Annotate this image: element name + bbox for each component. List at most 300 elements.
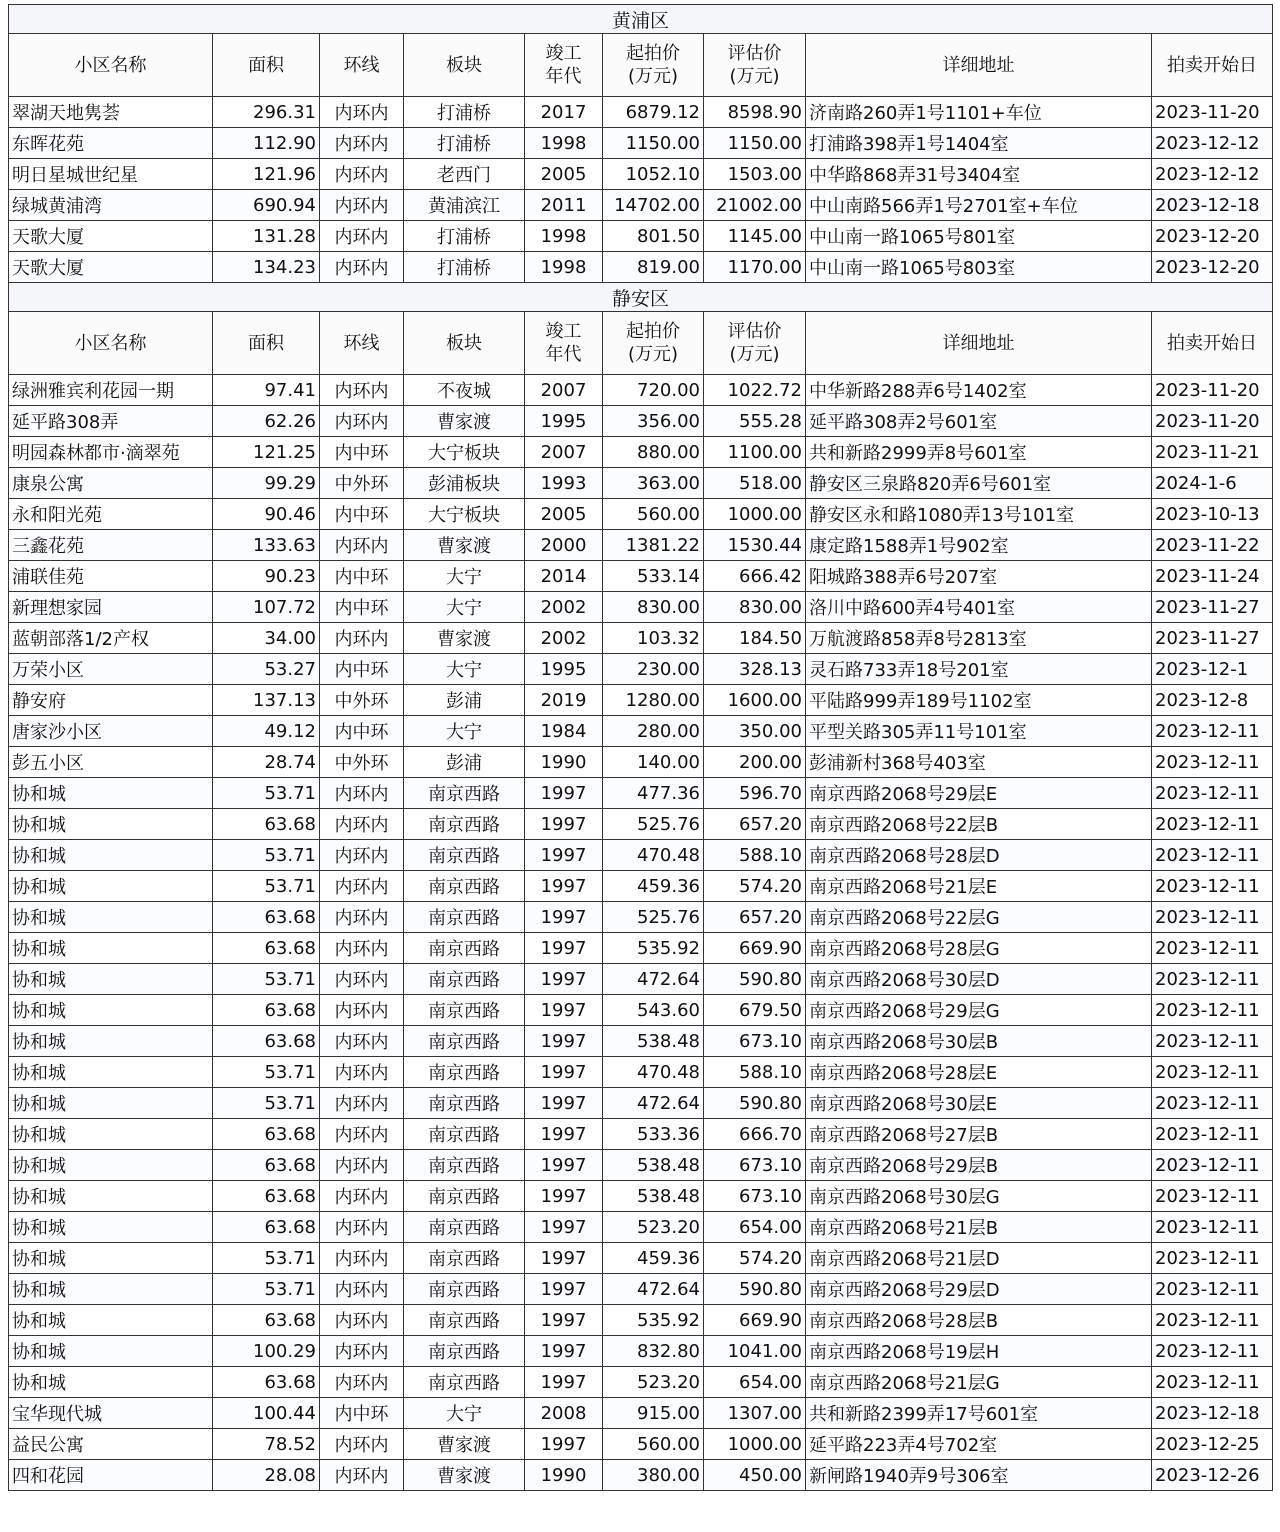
column-header-auction-date [1152,312,1273,375]
auction-start-date-cell: 2023-12-11 [1152,995,1273,1026]
appraised-price-cell: 350.00 [704,716,806,747]
district-block-cell: 曹家渡 [404,406,525,437]
table-row [9,778,1273,809]
district-block-cell: 南京西路 [404,1212,525,1243]
area-cell: 53.71 [213,1243,320,1274]
column-header-ring [320,34,404,97]
column-header-row [9,34,1273,97]
appraised-price-cell: 673.10 [704,1026,806,1057]
area-cell: 63.68 [213,995,320,1026]
table-row [9,995,1273,1026]
header-label: 起拍价 [626,43,680,64]
ring-road-cell: 内环内 [320,778,404,809]
district-block-cell: 曹家渡 [404,623,525,654]
auction-start-date-cell: 2023-12-18 [1152,190,1273,221]
address-cell: 打浦路398弄1号1404室 [806,128,1152,159]
address-cell: 南京西路2068号22层G [806,902,1152,933]
address-cell: 彭浦新村368号403室 [806,747,1152,778]
starting-price-cell: 819.00 [603,252,704,283]
district-block-cell: 南京西路 [404,1026,525,1057]
appraised-price-cell: 1170.00 [704,252,806,283]
community-name-cell: 宝华现代城 [9,1398,213,1429]
address-cell: 南京西路2068号29层G [806,995,1152,1026]
area-cell: 63.68 [213,1150,320,1181]
area-cell: 90.46 [213,499,320,530]
address-cell: 静安区三泉路820弄6号601室 [806,468,1152,499]
appraised-price-cell: 1041.00 [704,1336,806,1367]
address-cell: 延平路308弄2号601室 [806,406,1152,437]
completion-year-cell: 2011 [525,190,603,221]
area-cell: 63.68 [213,1212,320,1243]
district-block-cell: 南京西路 [404,809,525,840]
district-block-cell: 南京西路 [404,778,525,809]
starting-price-cell: 459.36 [603,1243,704,1274]
community-name-cell: 协和城 [9,1057,213,1088]
auction-start-date-cell: 2023-11-27 [1152,623,1273,654]
header-label: 环线 [343,332,380,354]
table-row [9,128,1273,159]
appraised-price-cell: 666.42 [704,561,806,592]
area-cell: 90.23 [213,561,320,592]
ring-road-cell: 内环内 [320,1367,404,1398]
district-block-cell: 南京西路 [404,1150,525,1181]
district-block-cell: 大宁 [404,716,525,747]
community-name-cell: 协和城 [9,1150,213,1181]
header-label: 环线 [343,54,380,76]
completion-year-cell: 1997 [525,840,603,871]
area-cell: 53.71 [213,1274,320,1305]
address-cell: 万航渡路858弄8号2813室 [806,623,1152,654]
appraised-price-cell: 679.50 [704,995,806,1026]
auction-start-date-cell: 2023-12-18 [1152,1398,1273,1429]
address-cell: 南京西路2068号27层B [806,1119,1152,1150]
district-section-title: 静安区 [9,283,1273,312]
starting-price-cell: 472.64 [603,964,704,995]
completion-year-cell: 1998 [525,252,603,283]
community-name-cell: 协和城 [9,933,213,964]
community-name-cell: 协和城 [9,1212,213,1243]
ring-road-cell: 内环内 [320,375,404,406]
appraised-price-cell: 1100.00 [704,437,806,468]
table-row [9,1243,1273,1274]
completion-year-cell: 1997 [525,1274,603,1305]
column-header-block [404,312,525,375]
completion-year-cell: 2005 [525,499,603,530]
table-row [9,221,1273,252]
district-block-cell: 南京西路 [404,840,525,871]
area-cell: 63.68 [213,1119,320,1150]
column-header-address [806,34,1152,97]
appraised-price-cell: 596.70 [704,778,806,809]
area-cell: 62.26 [213,406,320,437]
header-label: (万元) [729,66,780,87]
auction-start-date-cell: 2023-11-20 [1152,375,1273,406]
column-header-ring [320,312,404,375]
column-header-appraised-price [704,34,806,97]
table-row [9,159,1273,190]
community-name-cell: 协和城 [9,809,213,840]
ring-road-cell: 内环内 [320,159,404,190]
district-block-cell: 南京西路 [404,1181,525,1212]
community-name-cell: 康泉公寓 [9,468,213,499]
district-block-cell: 打浦桥 [404,128,525,159]
completion-year-cell: 2002 [525,592,603,623]
starting-price-cell: 470.48 [603,840,704,871]
area-cell: 100.44 [213,1398,320,1429]
ring-road-cell: 内中环 [320,561,404,592]
auction-start-date-cell: 2023-12-11 [1152,747,1273,778]
starting-price-cell: 720.00 [603,375,704,406]
area-cell: 63.68 [213,809,320,840]
appraised-price-cell: 1503.00 [704,159,806,190]
starting-price-cell: 1150.00 [603,128,704,159]
community-name-cell: 协和城 [9,1026,213,1057]
auction-start-date-cell: 2023-12-11 [1152,1274,1273,1305]
completion-year-cell: 1997 [525,995,603,1026]
address-cell: 南京西路2068号30层D [806,964,1152,995]
district-block-cell: 南京西路 [404,871,525,902]
table-row [9,1150,1273,1181]
community-name-cell: 协和城 [9,778,213,809]
table-row [9,437,1273,468]
auction-start-date-cell: 2023-12-11 [1152,933,1273,964]
appraised-price-cell: 450.00 [704,1460,806,1491]
address-cell: 南京西路2068号21层G [806,1367,1152,1398]
address-cell: 延平路223弄4号702室 [806,1429,1152,1460]
appraised-price-cell: 555.28 [704,406,806,437]
auction-start-date-cell: 2023-12-8 [1152,685,1273,716]
header-label: (万元) [627,66,679,87]
community-name-cell: 协和城 [9,902,213,933]
ring-road-cell: 中外环 [320,468,404,499]
completion-year-cell: 1990 [525,747,603,778]
address-cell: 中山南一路1065号801室 [806,221,1152,252]
completion-year-cell: 1997 [525,778,603,809]
starting-price-cell: 477.36 [603,778,704,809]
auction-start-date-cell: 2023-12-11 [1152,778,1273,809]
ring-road-cell: 内环内 [320,1057,404,1088]
community-name-cell: 彭五小区 [9,747,213,778]
district-block-cell: 南京西路 [404,1305,525,1336]
completion-year-cell: 1997 [525,1336,603,1367]
starting-price-cell: 543.60 [603,995,704,1026]
starting-price-cell: 830.00 [603,592,704,623]
address-cell: 静安区永和路1080弄13号101室 [806,499,1152,530]
appraised-price-cell: 588.10 [704,840,806,871]
community-name-cell: 万荣小区 [9,654,213,685]
appraised-price-cell: 200.00 [704,747,806,778]
ring-road-cell: 内环内 [320,964,404,995]
completion-year-cell: 1997 [525,1212,603,1243]
ring-road-cell: 内环内 [320,1429,404,1460]
district-block-cell: 大宁 [404,654,525,685]
community-name-cell: 协和城 [9,1243,213,1274]
starting-price-cell: 525.76 [603,809,704,840]
area-cell: 99.29 [213,468,320,499]
area-cell: 63.68 [213,1181,320,1212]
completion-year-cell: 2002 [525,623,603,654]
address-cell: 南京西路2068号22层B [806,809,1152,840]
address-cell: 洛川中路600弄4号401室 [806,592,1152,623]
table-row [9,747,1273,778]
table-row [9,1460,1273,1491]
address-cell: 阳城路388弄6号207室 [806,561,1152,592]
starting-price-cell: 538.48 [603,1181,704,1212]
completion-year-cell: 1997 [525,1243,603,1274]
table-row [9,406,1273,437]
completion-year-cell: 2007 [525,437,603,468]
ring-road-cell: 内环内 [320,1181,404,1212]
completion-year-cell: 1997 [525,964,603,995]
address-cell: 南京西路2068号29层B [806,1150,1152,1181]
ring-road-cell: 内环内 [320,406,404,437]
header-label: 拍卖开始日 [1167,332,1258,354]
header-label: 评估价 [727,43,782,64]
table-row [9,190,1273,221]
area-cell: 121.25 [213,437,320,468]
address-cell: 共和新路2399弄17号601室 [806,1398,1152,1429]
starting-price-cell: 1381.22 [603,530,704,561]
table-row [9,871,1273,902]
area-cell: 63.68 [213,933,320,964]
district-block-cell: 南京西路 [404,995,525,1026]
district-block-cell: 曹家渡 [404,1429,525,1460]
starting-price-cell: 523.20 [603,1367,704,1398]
auction-start-date-cell: 2023-11-20 [1152,97,1273,128]
starting-price-cell: 533.14 [603,561,704,592]
table-row [9,902,1273,933]
area-cell: 690.94 [213,190,320,221]
ring-road-cell: 内环内 [320,902,404,933]
completion-year-cell: 1995 [525,406,603,437]
appraised-price-cell: 1530.44 [704,530,806,561]
community-name-cell: 新理想家园 [9,592,213,623]
district-block-cell: 南京西路 [404,1336,525,1367]
column-header-start-price [603,34,704,97]
table-row [9,1305,1273,1336]
auction-start-date-cell: 2023-12-26 [1152,1460,1273,1491]
community-name-cell: 益民公寓 [9,1429,213,1460]
starting-price-cell: 560.00 [603,1429,704,1460]
auction-start-date-cell: 2023-12-20 [1152,221,1273,252]
ring-road-cell: 内环内 [320,1274,404,1305]
column-header-address [806,312,1152,375]
table-row [9,1336,1273,1367]
ring-road-cell: 内中环 [320,592,404,623]
appraised-price-cell: 1150.00 [704,128,806,159]
district-block-cell: 黄浦滨江 [404,190,525,221]
ring-road-cell: 内环内 [320,1026,404,1057]
appraised-price-cell: 518.00 [704,468,806,499]
starting-price-cell: 280.00 [603,716,704,747]
table-row [9,840,1273,871]
header-label: 详细地址 [942,54,1015,76]
address-cell: 南京西路2068号30层B [806,1026,1152,1057]
completion-year-cell: 1998 [525,128,603,159]
table-row [9,499,1273,530]
column-header-year [525,312,603,375]
district-block-cell: 南京西路 [404,933,525,964]
header-label: 竣工 [545,43,582,64]
table-row [9,685,1273,716]
table-row [9,561,1273,592]
area-cell: 28.08 [213,1460,320,1491]
community-name-cell: 天歌大厦 [9,221,213,252]
completion-year-cell: 1997 [525,1088,603,1119]
table-row [9,97,1273,128]
completion-year-cell: 1997 [525,809,603,840]
auction-start-date-cell: 2023-11-24 [1152,561,1273,592]
auction-start-date-cell: 2023-12-11 [1152,1026,1273,1057]
header-label: 面积 [248,332,284,354]
area-cell: 121.96 [213,159,320,190]
completion-year-cell: 1997 [525,1429,603,1460]
appraised-price-cell: 1000.00 [704,499,806,530]
table-row [9,654,1273,685]
ring-road-cell: 内中环 [320,716,404,747]
starting-price-cell: 230.00 [603,654,704,685]
address-cell: 中山南路566弄1号2701室+车位 [806,190,1152,221]
ring-road-cell: 内环内 [320,995,404,1026]
area-cell: 97.41 [213,375,320,406]
community-name-cell: 唐家沙小区 [9,716,213,747]
community-name-cell: 协和城 [9,871,213,902]
district-block-cell: 南京西路 [404,1274,525,1305]
area-cell: 53.71 [213,964,320,995]
district-block-cell: 南京西路 [404,1057,525,1088]
address-cell: 平型关路305弄11号101室 [806,716,1152,747]
area-cell: 107.72 [213,592,320,623]
community-name-cell: 静安府 [9,685,213,716]
community-name-cell: 绿洲雅宾利花园一期 [9,375,213,406]
address-cell: 济南路260弄1号1101+车位 [806,97,1152,128]
ring-road-cell: 内环内 [320,1336,404,1367]
district-block-cell: 打浦桥 [404,252,525,283]
section-title-row [9,283,1273,312]
table-row [9,592,1273,623]
area-cell: 137.13 [213,685,320,716]
district-block-cell: 大宁 [404,561,525,592]
auction-start-date-cell: 2023-12-11 [1152,1088,1273,1119]
starting-price-cell: 538.48 [603,1150,704,1181]
appraised-price-cell: 184.50 [704,623,806,654]
area-cell: 134.23 [213,252,320,283]
appraised-price-cell: 657.20 [704,902,806,933]
area-cell: 78.52 [213,1429,320,1460]
header-label: 起拍价 [626,321,680,342]
completion-year-cell: 1995 [525,654,603,685]
table-row [9,1181,1273,1212]
area-cell: 63.68 [213,1367,320,1398]
address-cell: 平陆路999弄189号1102室 [806,685,1152,716]
area-cell: 53.71 [213,1057,320,1088]
header-label: (万元) [729,344,780,365]
appraised-price-cell: 654.00 [704,1367,806,1398]
table-row [9,1367,1273,1398]
ring-road-cell: 内环内 [320,252,404,283]
table-row [9,1274,1273,1305]
column-header-auction-date [1152,34,1273,97]
auction-start-date-cell: 2023-12-11 [1152,1119,1273,1150]
auction-start-date-cell: 2023-12-11 [1152,1336,1273,1367]
ring-road-cell: 内环内 [320,530,404,561]
header-label: 年代 [545,344,582,365]
ring-road-cell: 中外环 [320,747,404,778]
ring-road-cell: 内中环 [320,499,404,530]
auction-start-date-cell: 2023-11-22 [1152,530,1273,561]
completion-year-cell: 1997 [525,1026,603,1057]
ring-road-cell: 内环内 [320,1088,404,1119]
auction-start-date-cell: 2023-12-20 [1152,252,1273,283]
address-cell: 灵石路733弄18号201室 [806,654,1152,685]
community-name-cell: 协和城 [9,1336,213,1367]
district-block-cell: 彭浦 [404,747,525,778]
appraised-price-cell: 673.10 [704,1150,806,1181]
table-row [9,716,1273,747]
district-block-cell: 大宁板块 [404,437,525,468]
completion-year-cell: 2005 [525,159,603,190]
appraised-price-cell: 1307.00 [704,1398,806,1429]
table-row [9,809,1273,840]
header-label: 拍卖开始日 [1167,54,1258,76]
header-label: 评估价 [727,321,782,342]
starting-price-cell: 472.64 [603,1274,704,1305]
ring-road-cell: 内环内 [320,221,404,252]
appraised-price-cell: 590.80 [704,1088,806,1119]
auction-start-date-cell: 2023-12-11 [1152,1057,1273,1088]
auction-start-date-cell: 2023-12-25 [1152,1429,1273,1460]
appraised-price-cell: 666.70 [704,1119,806,1150]
completion-year-cell: 1997 [525,1181,603,1212]
section-title-row [9,5,1273,34]
appraised-price-cell: 8598.90 [704,97,806,128]
starting-price-cell: 801.50 [603,221,704,252]
address-cell: 南京西路2068号21层E [806,871,1152,902]
ring-road-cell: 内环内 [320,840,404,871]
community-name-cell: 协和城 [9,1088,213,1119]
district-block-cell: 不夜城 [404,375,525,406]
completion-year-cell: 2019 [525,685,603,716]
area-cell: 28.74 [213,747,320,778]
district-block-cell: 彭浦板块 [404,468,525,499]
appraised-price-cell: 21002.00 [704,190,806,221]
auction-start-date-cell: 2023-10-13 [1152,499,1273,530]
community-name-cell: 延平路308弄 [9,406,213,437]
auction-start-date-cell: 2023-12-11 [1152,840,1273,871]
community-name-cell: 协和城 [9,1181,213,1212]
ring-road-cell: 内环内 [320,1305,404,1336]
column-header-appraised-price [704,312,806,375]
address-cell: 中华新路288弄6号1402室 [806,375,1152,406]
starting-price-cell: 535.92 [603,1305,704,1336]
auction-start-date-cell: 2023-12-12 [1152,159,1273,190]
address-cell: 南京西路2068号19层H [806,1336,1152,1367]
ring-road-cell: 中外环 [320,685,404,716]
starting-price-cell: 356.00 [603,406,704,437]
table-row [9,1088,1273,1119]
header-label: 竣工 [545,321,582,342]
district-block-cell: 大宁 [404,1398,525,1429]
starting-price-cell: 6879.12 [603,97,704,128]
auction-start-date-cell: 2023-12-11 [1152,902,1273,933]
column-header-year [525,34,603,97]
starting-price-cell: 1052.10 [603,159,704,190]
column-header-row [9,312,1273,375]
table-row [9,468,1273,499]
starting-price-cell: 880.00 [603,437,704,468]
auction-start-date-cell: 2023-12-11 [1152,964,1273,995]
auction-start-date-cell: 2023-12-11 [1152,1367,1273,1398]
